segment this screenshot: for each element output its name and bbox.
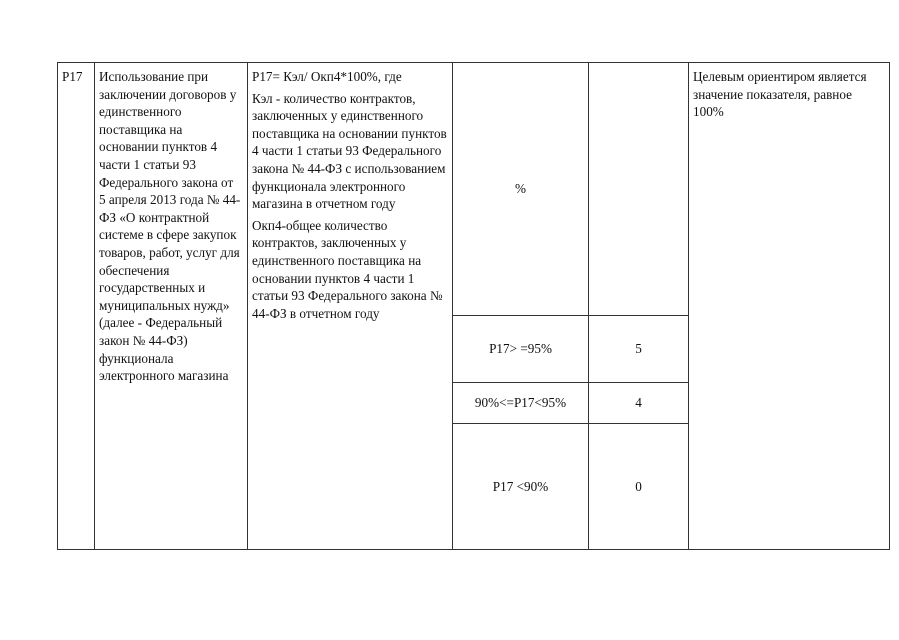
criterion-score: 5 — [589, 316, 689, 383]
indicator-table — [57, 62, 890, 550]
criterion-condition: Р17> =95% — [453, 316, 589, 383]
formula-text: Р17= Кэл/ Окп4*100%, где — [252, 69, 402, 84]
indicator-table-container — [57, 62, 889, 549]
criterion-condition: 90%<=Р17<95% — [453, 383, 589, 424]
indicator-name: Использование при заключении договоров у единственного поставщика на основании пунктов 4 части 1 статьи 93 Федерального закона от 5 апреля 2013 года № 44-ФЗ «О контрактной системе в сфере закупок товаров, работ, услуг для обеспечения государственных и муниципальных нужд» (далее - Федеральный закон № 44-ФЗ) функционала электронного магазина — [95, 63, 248, 550]
criterion-condition: Р17 <90% — [453, 424, 589, 550]
table-row — [58, 63, 890, 316]
unit-cell: % — [453, 63, 589, 316]
formula-definition-kel: Кэл - количество контрактов, заключенных у единственного поставщика на основании пунктов 4 части 1 статьи 93 Федерального закона № 44-ФЗ с использованием функционала электронного магазина в отчетном году — [252, 90, 447, 212]
indicator-code: Р17 — [58, 63, 95, 550]
formula-definition-okp4: Окп4-общее количество контрактов, заключенных у единственного поставщика на основании пунктов 4 части 1 статьи 93 Федерального закона № 44-ФЗ в отчетном году — [252, 217, 443, 321]
criterion-score: 4 — [589, 383, 689, 424]
criterion-score: 0 — [589, 424, 689, 550]
target-note: Целевым ориентиром является значение показателя, равное 100% — [689, 63, 890, 550]
indicator-formula-cell — [248, 63, 453, 550]
empty-cell — [589, 63, 689, 316]
